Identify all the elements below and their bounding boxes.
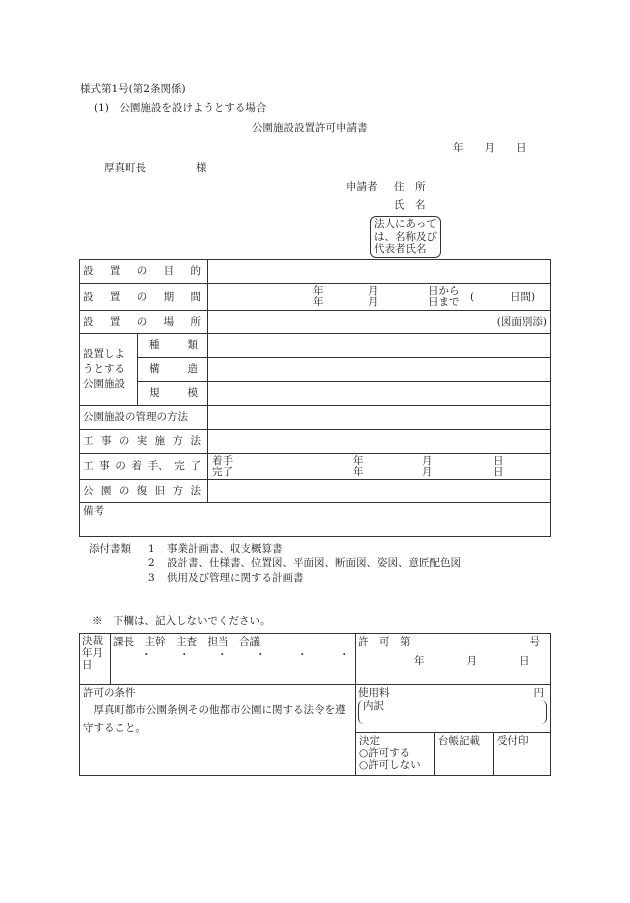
purpose-label: 設 置 の 目 的	[83, 265, 201, 278]
scale-field[interactable]	[208, 382, 551, 406]
period-label: 設 置 の 期 間	[83, 290, 201, 303]
permit-date: 年 月 日	[414, 655, 530, 667]
fee-cell[interactable]	[356, 685, 551, 733]
fee-yen: 円	[533, 687, 544, 699]
application-table	[79, 259, 551, 537]
approver-separator: ・	[141, 649, 152, 661]
structure-field[interactable]	[208, 358, 551, 382]
construction-method-label: 工 事 の 実 施 方 法	[83, 435, 201, 448]
finish-month: 月	[422, 466, 433, 478]
deny-option[interactable]: ○許可しない	[359, 759, 421, 772]
start-year: 年	[353, 455, 364, 467]
period-to: 日まで	[428, 296, 460, 308]
address-label: 住 所	[394, 181, 426, 193]
office-table	[79, 633, 551, 776]
date-line: 年 月 日	[453, 142, 527, 154]
restore-field[interactable]	[208, 480, 551, 503]
decision-date-label: 決裁年月日	[80, 634, 111, 685]
permit-option[interactable]: ○許可する	[359, 747, 411, 760]
attachment-number: 1	[148, 543, 155, 555]
row-start-finish	[80, 454, 551, 480]
period-month-to: 月	[368, 296, 379, 308]
period-month-from: 月	[368, 285, 379, 297]
period-year-from: 年	[313, 285, 324, 297]
row-place	[80, 311, 551, 334]
facility-group-label: 設置しようとする公園施設	[80, 334, 138, 406]
approver-separator: ・	[339, 649, 350, 661]
attachment-item: 設計書、仕様書、位置図、平面図、断面図、姿図、意匠配色図	[167, 557, 461, 569]
conditions-label: 許可の条件	[83, 687, 136, 699]
attachment-item: 供用及び管理に関する計画書	[167, 572, 304, 584]
approver-separator: ・	[297, 649, 308, 661]
start-finish-label: 工 事 の 着 手、 完 了	[83, 460, 201, 473]
form-clause: (1) 公園施設を設けようとする場合	[94, 102, 267, 114]
finish-label: 完了	[212, 466, 233, 478]
restore-label: 公 園 の 復 旧 方 法	[83, 484, 201, 497]
start-finish-field[interactable]	[208, 454, 551, 480]
name-label: 氏 名	[394, 199, 426, 211]
row-period	[80, 284, 551, 311]
row-scale	[80, 382, 551, 406]
breakdown-box	[358, 700, 547, 724]
conditions-text: 厚真町都市公園条例その他都市公園に関する法令を遵守すること。	[83, 704, 346, 735]
period-field[interactable]	[208, 284, 551, 311]
row-decision	[80, 634, 551, 685]
row-purpose	[80, 260, 551, 284]
kind-field[interactable]	[208, 334, 551, 358]
row-kind	[80, 334, 551, 358]
attachment-number: 2	[148, 557, 155, 569]
attachment-number: 3	[148, 572, 155, 584]
fee-label: 使用料	[358, 687, 390, 699]
start-label: 着手	[212, 455, 233, 467]
period-year-to: 年	[313, 296, 324, 308]
attachments-label: 添付書類	[89, 543, 131, 555]
construction-method-field[interactable]	[208, 430, 551, 454]
permit-number-cell[interactable]	[356, 634, 551, 685]
row-construction-method	[80, 430, 551, 454]
attachment-item: 事業計画書、収支概算書	[167, 543, 283, 555]
document-title: 公園施設設置許可申請書	[252, 122, 368, 134]
honorific: 様	[196, 162, 207, 174]
structure-label: 構 造	[149, 363, 198, 376]
remarks-label: 備考	[83, 505, 104, 517]
finish-year: 年	[353, 466, 364, 478]
approvers-label: 課長 主幹 主査 担当 合議	[113, 636, 260, 648]
corp-note-line: 法人にあって	[374, 218, 437, 230]
finish-day: 日	[493, 466, 504, 478]
scale-label: 規 模	[149, 387, 198, 400]
breakdown-label: 内訳	[363, 700, 384, 712]
permit-number-suffix: 号	[529, 636, 540, 648]
conditions-cell	[80, 685, 356, 776]
row-management	[80, 406, 551, 430]
permit-number-label: 許 可 第	[358, 636, 411, 648]
approvers-cell[interactable]	[111, 634, 356, 685]
period-from: 日から	[428, 285, 460, 297]
row-restore	[80, 480, 551, 503]
management-label: 公園施設の管理の方法	[80, 406, 208, 430]
ledger-cell[interactable]	[435, 733, 494, 776]
place-note: (図面別添)	[496, 315, 547, 328]
approver-separator: ・	[217, 649, 228, 661]
period-paren: (	[470, 291, 475, 303]
form-number: 様式第1号(第2条関係)	[80, 83, 186, 95]
ledger-label: 台帳記載	[438, 735, 480, 747]
decision-cell[interactable]	[356, 733, 435, 776]
row-remarks	[80, 503, 551, 537]
applicant-label: 申請者	[346, 181, 378, 193]
period-days: 日間)	[510, 291, 536, 303]
kind-label: 種 類	[149, 339, 198, 352]
row-conditions-fee	[80, 685, 551, 733]
decision-label: 決定	[359, 735, 380, 747]
purpose-field[interactable]	[208, 260, 551, 284]
start-day: 日	[493, 455, 504, 467]
stamp-cell[interactable]	[494, 733, 551, 776]
place-label: 設 置 の 場 所	[83, 315, 201, 328]
stamp-label: 受付印	[497, 735, 529, 747]
remarks-field[interactable]	[80, 503, 551, 537]
approver-separator: ・	[179, 649, 190, 661]
addressee: 厚真町長	[104, 162, 146, 174]
corp-note-line: 代表者氏名	[374, 243, 427, 256]
corp-note-line: は、名称及び	[374, 230, 437, 243]
place-field[interactable]	[208, 311, 551, 334]
office-use-note: ※ 下欄は、記入しないでください。	[92, 615, 271, 627]
row-structure	[80, 358, 551, 382]
start-month: 月	[422, 455, 433, 467]
management-field[interactable]	[208, 406, 551, 430]
corporation-note	[370, 216, 441, 258]
approver-separator: ・	[255, 649, 266, 661]
